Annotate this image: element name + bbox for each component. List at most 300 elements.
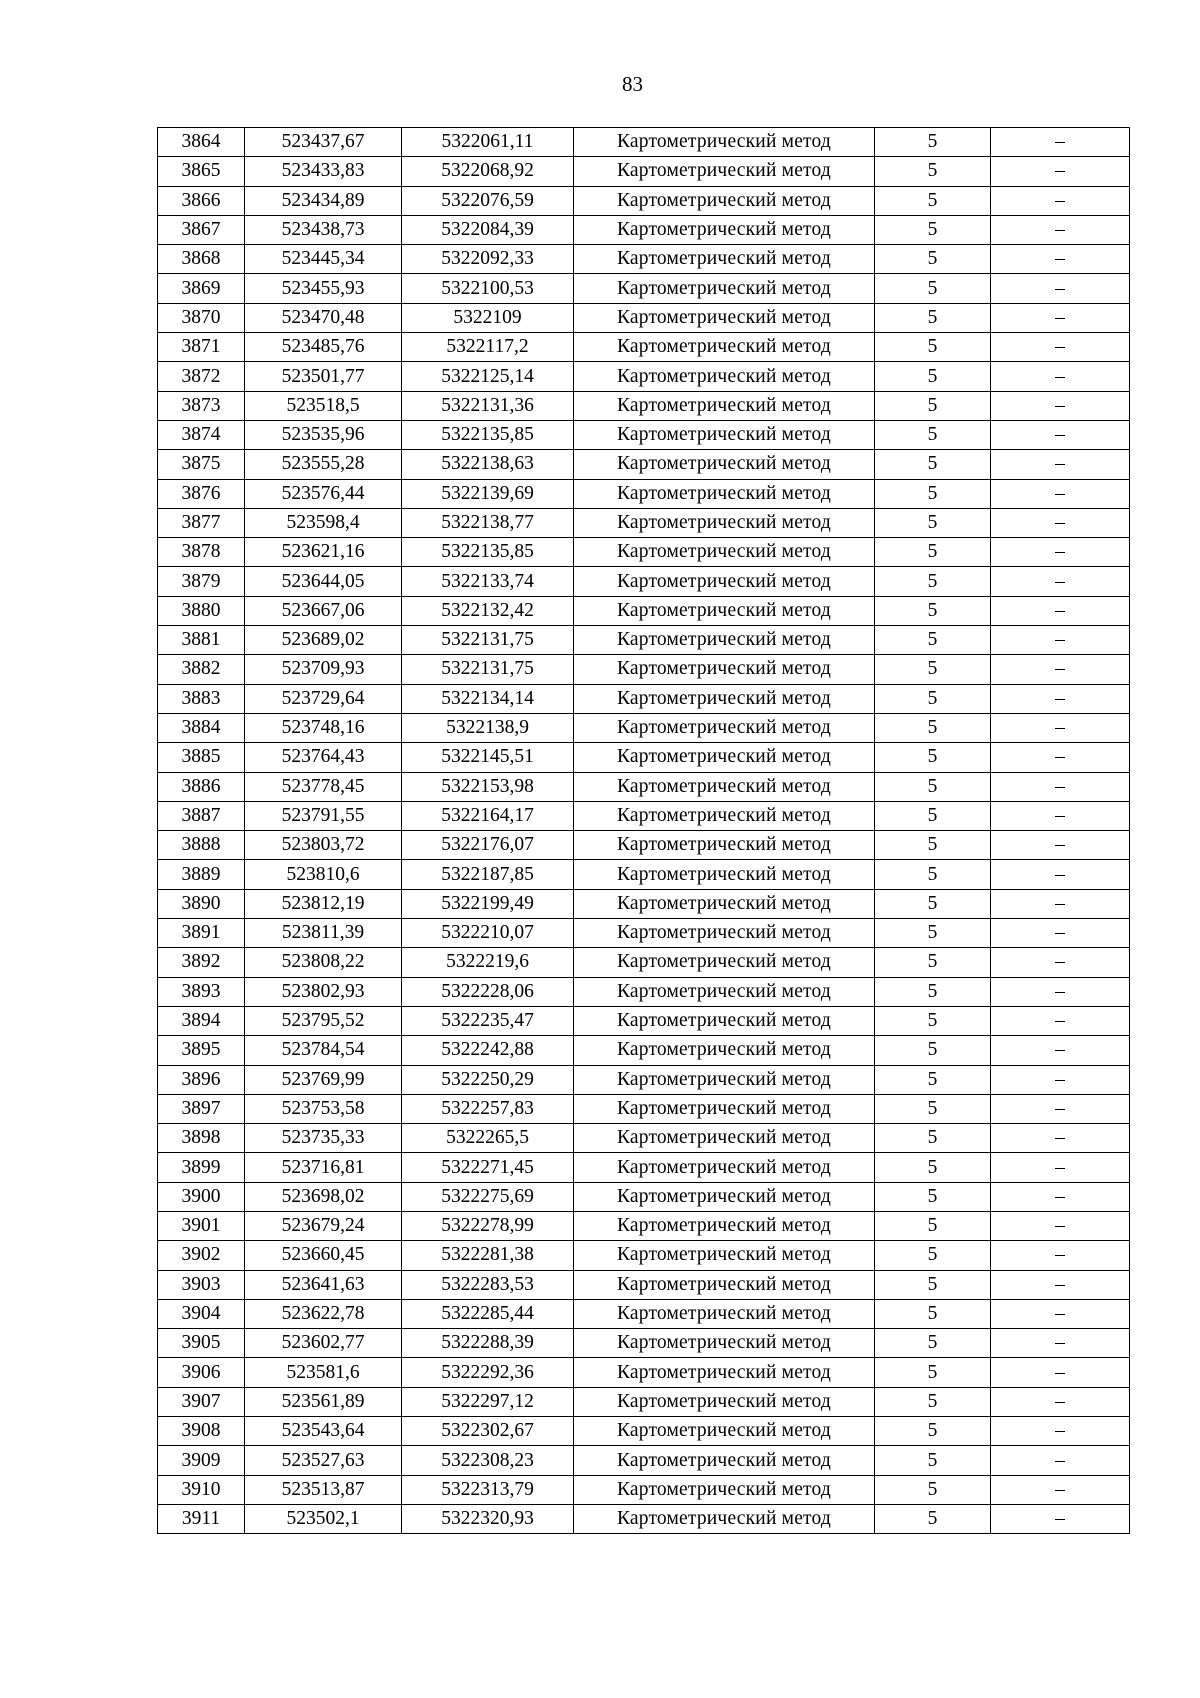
point-number-cell: 3880 — [158, 596, 245, 625]
table-row — [158, 1182, 1130, 1211]
method-cell: Картометрический метод — [574, 713, 875, 742]
accuracy-cell: 5 — [875, 919, 991, 948]
point-number-cell: 3868 — [158, 245, 245, 274]
point-number-cell: 3875 — [158, 450, 245, 479]
table-row — [158, 420, 1130, 449]
x-coordinate-cell: 523641,63 — [245, 1270, 402, 1299]
y-coordinate-cell: 5322164,17 — [402, 801, 574, 830]
x-coordinate-cell: 523527,63 — [245, 1446, 402, 1475]
y-coordinate-cell: 5322131,36 — [402, 391, 574, 420]
x-coordinate-cell: 523644,05 — [245, 567, 402, 596]
y-coordinate-cell: 5322138,63 — [402, 450, 574, 479]
point-number-cell: 3895 — [158, 1036, 245, 1065]
method-cell: Картометрический метод — [574, 1475, 875, 1504]
table-row — [158, 772, 1130, 801]
table-row — [158, 1299, 1130, 1328]
method-cell: Картометрический метод — [574, 1065, 875, 1094]
x-coordinate-cell: 523555,28 — [245, 450, 402, 479]
x-coordinate-cell: 523470,48 — [245, 303, 402, 332]
y-coordinate-cell: 5322235,47 — [402, 1006, 574, 1035]
method-cell: Картометрический метод — [574, 128, 875, 157]
accuracy-cell: 5 — [875, 948, 991, 977]
point-number-cell: 3903 — [158, 1270, 245, 1299]
description-cell: – — [991, 1006, 1130, 1035]
table-row — [158, 1270, 1130, 1299]
table-row — [158, 1504, 1130, 1533]
y-coordinate-cell: 5322131,75 — [402, 626, 574, 655]
point-number-cell: 3911 — [158, 1504, 245, 1533]
accuracy-cell: 5 — [875, 420, 991, 449]
y-coordinate-cell: 5322084,39 — [402, 215, 574, 244]
y-coordinate-cell: 5322145,51 — [402, 743, 574, 772]
accuracy-cell: 5 — [875, 450, 991, 479]
accuracy-cell: 5 — [875, 1182, 991, 1211]
description-cell: – — [991, 215, 1130, 244]
accuracy-cell: 5 — [875, 479, 991, 508]
point-number-cell: 3898 — [158, 1124, 245, 1153]
point-number-cell: 3905 — [158, 1329, 245, 1358]
accuracy-cell: 5 — [875, 684, 991, 713]
x-coordinate-cell: 523729,64 — [245, 684, 402, 713]
point-number-cell: 3890 — [158, 889, 245, 918]
method-cell: Картометрический метод — [574, 567, 875, 596]
method-cell: Картометрический метод — [574, 538, 875, 567]
table-row — [158, 948, 1130, 977]
table-row — [158, 274, 1130, 303]
x-coordinate-cell: 523602,77 — [245, 1329, 402, 1358]
method-cell: Картометрический метод — [574, 1270, 875, 1299]
description-cell: – — [991, 713, 1130, 742]
accuracy-cell: 5 — [875, 1387, 991, 1416]
method-cell: Картометрический метод — [574, 1153, 875, 1182]
table-row — [158, 831, 1130, 860]
method-cell: Картометрический метод — [574, 831, 875, 860]
y-coordinate-cell: 5322131,75 — [402, 655, 574, 684]
x-coordinate-cell: 523437,67 — [245, 128, 402, 157]
accuracy-cell: 5 — [875, 1358, 991, 1387]
x-coordinate-cell: 523753,58 — [245, 1094, 402, 1123]
method-cell: Картометрический метод — [574, 333, 875, 362]
y-coordinate-cell: 5322068,92 — [402, 157, 574, 186]
point-number-cell: 3891 — [158, 919, 245, 948]
x-coordinate-cell: 523621,16 — [245, 538, 402, 567]
accuracy-cell: 5 — [875, 977, 991, 1006]
description-cell: – — [991, 1329, 1130, 1358]
description-cell: – — [991, 1124, 1130, 1153]
description-cell: – — [991, 743, 1130, 772]
point-number-cell: 3886 — [158, 772, 245, 801]
method-cell: Картометрический метод — [574, 1504, 875, 1533]
x-coordinate-cell: 523576,44 — [245, 479, 402, 508]
y-coordinate-cell: 5322133,74 — [402, 567, 574, 596]
accuracy-cell: 5 — [875, 303, 991, 332]
point-number-cell: 3883 — [158, 684, 245, 713]
y-coordinate-cell: 5322134,14 — [402, 684, 574, 713]
table-row — [158, 1153, 1130, 1182]
table-row — [158, 538, 1130, 567]
description-cell: – — [991, 977, 1130, 1006]
description-cell: – — [991, 1065, 1130, 1094]
accuracy-cell: 5 — [875, 1065, 991, 1094]
method-cell: Картометрический метод — [574, 772, 875, 801]
x-coordinate-cell: 523543,64 — [245, 1417, 402, 1446]
y-coordinate-cell: 5322132,42 — [402, 596, 574, 625]
description-cell: – — [991, 1299, 1130, 1328]
table-row — [158, 1417, 1130, 1446]
method-cell: Картометрический метод — [574, 1124, 875, 1153]
table-row — [158, 684, 1130, 713]
y-coordinate-cell: 5322283,53 — [402, 1270, 574, 1299]
x-coordinate-cell: 523581,6 — [245, 1358, 402, 1387]
description-cell: – — [991, 333, 1130, 362]
method-cell: Картометрический метод — [574, 860, 875, 889]
accuracy-cell: 5 — [875, 362, 991, 391]
method-cell: Картометрический метод — [574, 1211, 875, 1240]
point-number-cell: 3908 — [158, 1417, 245, 1446]
accuracy-cell: 5 — [875, 1446, 991, 1475]
x-coordinate-cell: 523433,83 — [245, 157, 402, 186]
method-cell: Картометрический метод — [574, 977, 875, 1006]
x-coordinate-cell: 523811,39 — [245, 919, 402, 948]
table-row — [158, 1358, 1130, 1387]
point-number-cell: 3866 — [158, 186, 245, 215]
point-number-cell: 3884 — [158, 713, 245, 742]
y-coordinate-cell: 5322138,9 — [402, 713, 574, 742]
coordinates-table — [157, 127, 1130, 1534]
accuracy-cell: 5 — [875, 1475, 991, 1504]
description-cell: – — [991, 274, 1130, 303]
description-cell: – — [991, 128, 1130, 157]
table-row — [158, 1446, 1130, 1475]
x-coordinate-cell: 523667,06 — [245, 596, 402, 625]
accuracy-cell: 5 — [875, 1036, 991, 1065]
method-cell: Картометрический метод — [574, 1358, 875, 1387]
y-coordinate-cell: 5322219,6 — [402, 948, 574, 977]
table-row — [158, 157, 1130, 186]
accuracy-cell: 5 — [875, 1124, 991, 1153]
x-coordinate-cell: 523784,54 — [245, 1036, 402, 1065]
point-number-cell: 3887 — [158, 801, 245, 830]
y-coordinate-cell: 5322138,77 — [402, 508, 574, 537]
x-coordinate-cell: 523812,19 — [245, 889, 402, 918]
y-coordinate-cell: 5322125,14 — [402, 362, 574, 391]
method-cell: Картометрический метод — [574, 362, 875, 391]
method-cell: Картометрический метод — [574, 1387, 875, 1416]
method-cell: Картометрический метод — [574, 274, 875, 303]
y-coordinate-cell: 5322199,49 — [402, 889, 574, 918]
description-cell: – — [991, 1446, 1130, 1475]
y-coordinate-cell: 5322176,07 — [402, 831, 574, 860]
method-cell: Картометрический метод — [574, 508, 875, 537]
y-coordinate-cell: 5322139,69 — [402, 479, 574, 508]
method-cell: Картометрический метод — [574, 391, 875, 420]
description-cell: – — [991, 1358, 1130, 1387]
accuracy-cell: 5 — [875, 333, 991, 362]
description-cell: – — [991, 831, 1130, 860]
x-coordinate-cell: 523622,78 — [245, 1299, 402, 1328]
accuracy-cell: 5 — [875, 860, 991, 889]
point-number-cell: 3873 — [158, 391, 245, 420]
x-coordinate-cell: 523698,02 — [245, 1182, 402, 1211]
description-cell: – — [991, 186, 1130, 215]
point-number-cell: 3906 — [158, 1358, 245, 1387]
y-coordinate-cell: 5322265,5 — [402, 1124, 574, 1153]
y-coordinate-cell: 5322302,67 — [402, 1417, 574, 1446]
y-coordinate-cell: 5322271,45 — [402, 1153, 574, 1182]
y-coordinate-cell: 5322288,39 — [402, 1329, 574, 1358]
x-coordinate-cell: 523513,87 — [245, 1475, 402, 1504]
accuracy-cell: 5 — [875, 1417, 991, 1446]
description-cell: – — [991, 684, 1130, 713]
y-coordinate-cell: 5322250,29 — [402, 1065, 574, 1094]
description-cell: – — [991, 508, 1130, 537]
y-coordinate-cell: 5322135,85 — [402, 538, 574, 567]
y-coordinate-cell: 5322187,85 — [402, 860, 574, 889]
accuracy-cell: 5 — [875, 743, 991, 772]
point-number-cell: 3864 — [158, 128, 245, 157]
point-number-cell: 3874 — [158, 420, 245, 449]
accuracy-cell: 5 — [875, 1270, 991, 1299]
method-cell: Картометрический метод — [574, 655, 875, 684]
accuracy-cell: 5 — [875, 1211, 991, 1240]
x-coordinate-cell: 523769,99 — [245, 1065, 402, 1094]
table-row — [158, 479, 1130, 508]
point-number-cell: 3902 — [158, 1241, 245, 1270]
table-row — [158, 1036, 1130, 1065]
accuracy-cell: 5 — [875, 889, 991, 918]
y-coordinate-cell: 5322153,98 — [402, 772, 574, 801]
x-coordinate-cell: 523808,22 — [245, 948, 402, 977]
method-cell: Картометрический метод — [574, 1446, 875, 1475]
accuracy-cell: 5 — [875, 626, 991, 655]
y-coordinate-cell: 5322061,11 — [402, 128, 574, 157]
y-coordinate-cell: 5322109 — [402, 303, 574, 332]
accuracy-cell: 5 — [875, 713, 991, 742]
method-cell: Картометрический метод — [574, 245, 875, 274]
x-coordinate-cell: 523764,43 — [245, 743, 402, 772]
point-number-cell: 3881 — [158, 626, 245, 655]
x-coordinate-cell: 523803,72 — [245, 831, 402, 860]
method-cell: Картометрический метод — [574, 889, 875, 918]
accuracy-cell: 5 — [875, 186, 991, 215]
description-cell: – — [991, 1182, 1130, 1211]
description-cell: – — [991, 626, 1130, 655]
description-cell: – — [991, 567, 1130, 596]
accuracy-cell: 5 — [875, 1329, 991, 1358]
y-coordinate-cell: 5322210,07 — [402, 919, 574, 948]
point-number-cell: 3871 — [158, 333, 245, 362]
method-cell: Картометрический метод — [574, 1299, 875, 1328]
x-coordinate-cell: 523598,4 — [245, 508, 402, 537]
y-coordinate-cell: 5322117,2 — [402, 333, 574, 362]
description-cell: – — [991, 391, 1130, 420]
method-cell: Картометрический метод — [574, 1006, 875, 1035]
x-coordinate-cell: 523561,89 — [245, 1387, 402, 1416]
y-coordinate-cell: 5322313,79 — [402, 1475, 574, 1504]
x-coordinate-cell: 523795,52 — [245, 1006, 402, 1035]
x-coordinate-cell: 523445,34 — [245, 245, 402, 274]
y-coordinate-cell: 5322257,83 — [402, 1094, 574, 1123]
table-row — [158, 567, 1130, 596]
description-cell: – — [991, 362, 1130, 391]
point-number-cell: 3889 — [158, 860, 245, 889]
accuracy-cell: 5 — [875, 801, 991, 830]
table-row — [158, 303, 1130, 332]
method-cell: Картометрический метод — [574, 596, 875, 625]
description-cell: – — [991, 1153, 1130, 1182]
table-row — [158, 919, 1130, 948]
point-number-cell: 3867 — [158, 215, 245, 244]
accuracy-cell: 5 — [875, 157, 991, 186]
y-coordinate-cell: 5322297,12 — [402, 1387, 574, 1416]
accuracy-cell: 5 — [875, 215, 991, 244]
accuracy-cell: 5 — [875, 1299, 991, 1328]
accuracy-cell: 5 — [875, 1241, 991, 1270]
table-row — [158, 186, 1130, 215]
x-coordinate-cell: 523778,45 — [245, 772, 402, 801]
accuracy-cell: 5 — [875, 538, 991, 567]
description-cell: – — [991, 655, 1130, 684]
accuracy-cell: 5 — [875, 1006, 991, 1035]
table-row — [158, 362, 1130, 391]
table-row — [158, 333, 1130, 362]
point-number-cell: 3896 — [158, 1065, 245, 1094]
method-cell: Картометрический метод — [574, 1094, 875, 1123]
y-coordinate-cell: 5322100,53 — [402, 274, 574, 303]
point-number-cell: 3869 — [158, 274, 245, 303]
y-coordinate-cell: 5322320,93 — [402, 1504, 574, 1533]
table-row — [158, 391, 1130, 420]
x-coordinate-cell: 523709,93 — [245, 655, 402, 684]
method-cell: Картометрический метод — [574, 1241, 875, 1270]
y-coordinate-cell: 5322285,44 — [402, 1299, 574, 1328]
description-cell: – — [991, 1504, 1130, 1533]
point-number-cell: 3877 — [158, 508, 245, 537]
description-cell: – — [991, 1094, 1130, 1123]
description-cell: – — [991, 948, 1130, 977]
table-row — [158, 655, 1130, 684]
table-row — [158, 889, 1130, 918]
table-row — [158, 860, 1130, 889]
point-number-cell: 3879 — [158, 567, 245, 596]
method-cell: Картометрический метод — [574, 450, 875, 479]
method-cell: Картометрический метод — [574, 743, 875, 772]
accuracy-cell: 5 — [875, 391, 991, 420]
accuracy-cell: 5 — [875, 274, 991, 303]
point-number-cell: 3865 — [158, 157, 245, 186]
description-cell: – — [991, 889, 1130, 918]
method-cell: Картометрический метод — [574, 1417, 875, 1446]
point-number-cell: 3909 — [158, 1446, 245, 1475]
description-cell: – — [991, 1211, 1130, 1240]
method-cell: Картометрический метод — [574, 1182, 875, 1211]
table-row — [158, 1006, 1130, 1035]
y-coordinate-cell: 5322092,33 — [402, 245, 574, 274]
method-cell: Картометрический метод — [574, 157, 875, 186]
point-number-cell: 3870 — [158, 303, 245, 332]
description-cell: – — [991, 801, 1130, 830]
table-row — [158, 1387, 1130, 1416]
x-coordinate-cell: 523438,73 — [245, 215, 402, 244]
method-cell: Картометрический метод — [574, 420, 875, 449]
table-row — [158, 128, 1130, 157]
point-number-cell: 3910 — [158, 1475, 245, 1504]
description-cell: – — [991, 596, 1130, 625]
description-cell: – — [991, 1417, 1130, 1446]
table-row — [158, 1329, 1130, 1358]
x-coordinate-cell: 523485,76 — [245, 333, 402, 362]
point-number-cell: 3900 — [158, 1182, 245, 1211]
table-row — [158, 596, 1130, 625]
table-row — [158, 450, 1130, 479]
x-coordinate-cell: 523501,77 — [245, 362, 402, 391]
y-coordinate-cell: 5322135,85 — [402, 420, 574, 449]
method-cell: Картометрический метод — [574, 801, 875, 830]
x-coordinate-cell: 523660,45 — [245, 1241, 402, 1270]
point-number-cell: 3888 — [158, 831, 245, 860]
description-cell: – — [991, 303, 1130, 332]
table-row — [158, 1211, 1130, 1240]
table-row — [158, 1124, 1130, 1153]
description-cell: – — [991, 860, 1130, 889]
x-coordinate-cell: 523716,81 — [245, 1153, 402, 1182]
table-row — [158, 245, 1130, 274]
accuracy-cell: 5 — [875, 128, 991, 157]
point-number-cell: 3892 — [158, 948, 245, 977]
table-row — [158, 1065, 1130, 1094]
y-coordinate-cell: 5322308,23 — [402, 1446, 574, 1475]
description-cell: – — [991, 479, 1130, 508]
description-cell: – — [991, 919, 1130, 948]
x-coordinate-cell: 523735,33 — [245, 1124, 402, 1153]
accuracy-cell: 5 — [875, 831, 991, 860]
description-cell: – — [991, 1036, 1130, 1065]
method-cell: Картометрический метод — [574, 186, 875, 215]
x-coordinate-cell: 523679,24 — [245, 1211, 402, 1240]
table-row — [158, 1094, 1130, 1123]
table-row — [158, 801, 1130, 830]
y-coordinate-cell: 5322275,69 — [402, 1182, 574, 1211]
method-cell: Картометрический метод — [574, 303, 875, 332]
x-coordinate-cell: 523455,93 — [245, 274, 402, 303]
x-coordinate-cell: 523535,96 — [245, 420, 402, 449]
point-number-cell: 3899 — [158, 1153, 245, 1182]
table-row — [158, 1241, 1130, 1270]
point-number-cell: 3897 — [158, 1094, 245, 1123]
method-cell: Картометрический метод — [574, 479, 875, 508]
y-coordinate-cell: 5322076,59 — [402, 186, 574, 215]
y-coordinate-cell: 5322278,99 — [402, 1211, 574, 1240]
table-row — [158, 508, 1130, 537]
y-coordinate-cell: 5322228,06 — [402, 977, 574, 1006]
table-row — [158, 626, 1130, 655]
method-cell: Картометрический метод — [574, 948, 875, 977]
y-coordinate-cell: 5322292,36 — [402, 1358, 574, 1387]
point-number-cell: 3901 — [158, 1211, 245, 1240]
point-number-cell: 3907 — [158, 1387, 245, 1416]
description-cell: – — [991, 538, 1130, 567]
x-coordinate-cell: 523810,6 — [245, 860, 402, 889]
method-cell: Картометрический метод — [574, 1329, 875, 1358]
accuracy-cell: 5 — [875, 1094, 991, 1123]
table-row — [158, 1475, 1130, 1504]
accuracy-cell: 5 — [875, 1153, 991, 1182]
description-cell: – — [991, 772, 1130, 801]
method-cell: Картометрический метод — [574, 919, 875, 948]
coordinates-table-body — [158, 128, 1130, 1534]
x-coordinate-cell: 523791,55 — [245, 801, 402, 830]
description-cell: – — [991, 450, 1130, 479]
